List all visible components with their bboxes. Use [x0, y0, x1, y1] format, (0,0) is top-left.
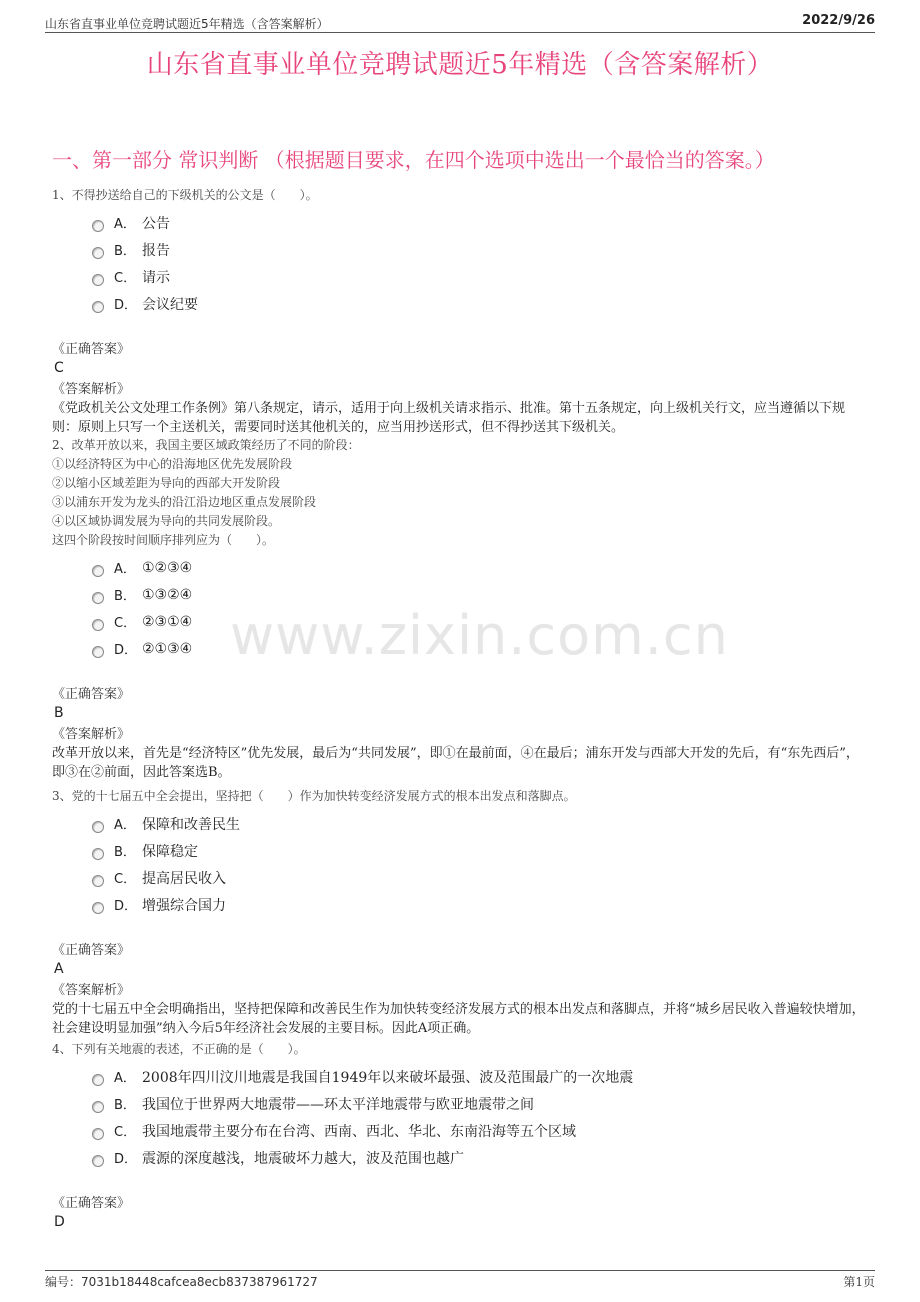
option-b[interactable] — [92, 236, 868, 263]
question-stem-line: ①以经济特区为中心的沿海地区优先发展阶段 — [52, 457, 293, 471]
explanation-label: 《答案解析》 — [52, 983, 131, 998]
document-title: 山东省直事业单位竞聘试题近5年精选（含答案解析） — [146, 50, 774, 80]
option-text: ①③②④ — [142, 586, 193, 603]
option-text: 我国地震带主要分布在台湾、西南、西北、华北、东南沿海等五个区域 — [142, 1123, 576, 1140]
option-b[interactable] — [92, 581, 868, 608]
explanation-label: 《答案解析》 — [52, 382, 131, 397]
option-text: 会议纪要 — [142, 296, 198, 313]
option-letter: A． — [114, 818, 136, 833]
option-letter: C． — [114, 1125, 137, 1140]
option-b[interactable] — [92, 1090, 868, 1117]
radio-button-icon[interactable] — [92, 565, 104, 577]
option-list — [52, 1063, 868, 1171]
option-a[interactable] — [92, 209, 868, 236]
option-b[interactable] — [92, 837, 868, 864]
explanation-label: 《答案解析》 — [52, 727, 131, 742]
correct-answer-value: D — [54, 1214, 65, 1230]
explanation-text: 党的十七届五中全会明确指出，坚持把保障和改善民生作为加快转变经济发展方式的根本出发点和落脚点，并将“城乡居民收入普遍较快增加，社会建设明显加强”纳入今后5年经济社会发展的主要目标。因此A项正确。 — [52, 1002, 865, 1036]
radio-button-icon[interactable] — [92, 301, 104, 313]
option-a[interactable] — [92, 554, 868, 581]
question-4 — [52, 1040, 868, 1231]
option-letter: D． — [114, 298, 138, 313]
page-header — [45, 12, 875, 33]
correct-answer-value: C — [54, 360, 64, 376]
option-text: 我国位于世界两大地震带——环太平洋地震带与欧亚地震带之间 — [142, 1096, 534, 1113]
option-letter: C． — [114, 616, 137, 631]
correct-answer-label: 《正确答案》 — [52, 342, 131, 357]
option-letter: D． — [114, 899, 138, 914]
question-1 — [52, 186, 868, 437]
page-footer — [45, 1270, 875, 1289]
radio-button-icon[interactable] — [92, 619, 104, 631]
radio-button-icon[interactable] — [92, 1074, 104, 1086]
option-list — [52, 554, 868, 662]
header-document-title: 山东省直事业单位竞聘试题近5年精选（含答案解析） — [45, 17, 329, 31]
option-c[interactable] — [92, 263, 868, 290]
option-text: 2008年四川汶川地震是我国自1949年以来破坏最强、波及范围最广的一次地震 — [142, 1069, 634, 1086]
option-c[interactable] — [92, 1117, 868, 1144]
option-text: 请示 — [142, 269, 170, 286]
question-stem-line: ③以浦东开发为龙头的沿江沿边地区重点发展阶段 — [52, 495, 317, 509]
option-letter: C． — [114, 271, 137, 286]
question-stem: 1、不得抄送给自己的下级机关的公文是（ ）。 — [52, 188, 318, 202]
option-a[interactable] — [92, 1063, 868, 1090]
footer-page-number: 第1页 — [843, 1275, 875, 1289]
option-text: 震源的深度越浅，地震破坏力越大，波及范围也越广 — [142, 1150, 464, 1167]
option-text: 公告 — [142, 215, 170, 232]
option-text: 保障和改善民生 — [142, 816, 240, 833]
question-stem-line: ②以缩小区域差距为导向的西部大开发阶段 — [52, 476, 281, 490]
option-letter: B． — [114, 1098, 136, 1113]
option-list — [52, 810, 868, 918]
radio-button-icon[interactable] — [92, 821, 104, 833]
option-d[interactable] — [92, 635, 868, 662]
option-letter: D． — [114, 1152, 138, 1167]
question-stem-line: ④以区域协调发展为导向的共同发展阶段。 — [52, 514, 281, 528]
option-d[interactable] — [92, 1144, 868, 1171]
question-stem: 3、党的十七届五中全会提出，坚持把（ ）作为加快转变经济发展方式的根本出发点和落脚点。 — [52, 789, 576, 803]
radio-button-icon[interactable] — [92, 902, 104, 914]
section-heading: 一、第一部分 常识判断 （根据题目要求，在四个选项中选出一个最恰当的答案。） — [52, 148, 775, 172]
correct-answer-label: 《正确答案》 — [52, 1196, 131, 1211]
option-text: ①②③④ — [142, 559, 193, 576]
option-text: 增强综合国力 — [142, 897, 226, 914]
option-c[interactable] — [92, 608, 868, 635]
radio-button-icon[interactable] — [92, 592, 104, 604]
option-text: 报告 — [142, 242, 170, 259]
correct-answer-label: 《正确答案》 — [52, 943, 131, 958]
correct-answer-value: A — [54, 961, 64, 977]
option-letter: B． — [114, 589, 136, 604]
option-letter: D． — [114, 643, 138, 658]
radio-button-icon[interactable] — [92, 848, 104, 860]
header-date: 2022/9/26 — [802, 13, 875, 28]
option-letter: B． — [114, 845, 136, 860]
option-letter: A． — [114, 562, 136, 577]
watermark: www.zixin.com.cn — [230, 604, 729, 667]
option-c[interactable] — [92, 864, 868, 891]
question-2 — [52, 436, 868, 782]
correct-answer-value: B — [54, 705, 64, 721]
option-text: ②①③④ — [142, 640, 193, 657]
question-stem: 4、下列有关地震的表述，不正确的是（ ）。 — [52, 1042, 306, 1056]
option-letter: A． — [114, 1071, 136, 1086]
option-letter: A． — [114, 217, 136, 232]
radio-button-icon[interactable] — [92, 875, 104, 887]
option-d[interactable] — [92, 891, 868, 918]
question-stem-line: 这四个阶段按时间顺序排列应为（ ）。 — [52, 533, 275, 547]
explanation-text: 改革开放以来，首先是“经济特区”优先发展，最后为“共同发展”，即①在最前面，④在最后；浦东开发与西部大开发的先后，有“东先西后”，即③在②前面，因此答案选B。 — [52, 746, 859, 780]
radio-button-icon[interactable] — [92, 646, 104, 658]
correct-answer-label: 《正确答案》 — [52, 687, 131, 702]
option-text: 保障稳定 — [142, 843, 198, 860]
option-letter: B． — [114, 244, 136, 259]
option-a[interactable] — [92, 810, 868, 837]
radio-button-icon[interactable] — [92, 1155, 104, 1167]
question-3 — [52, 787, 868, 1038]
radio-button-icon[interactable] — [92, 274, 104, 286]
option-text: ②③①④ — [142, 613, 193, 630]
option-list — [52, 209, 868, 317]
explanation-text: 《党政机关公文处理工作条例》第八条规定，请示，适用于向上级机关请求指示、批准。第十五条规定，向上级机关行文，应当遵循以下规则：原则上只写一个主送机关，需要同时送其他机关的，应当用抄送形式，但不得抄送其下级机关。 — [52, 401, 846, 435]
question-stem: 2、改革开放以来，我国主要区域政策经历了不同的阶段： — [52, 438, 360, 452]
option-letter: C． — [114, 872, 137, 887]
radio-button-icon[interactable] — [92, 1128, 104, 1140]
radio-button-icon[interactable] — [92, 247, 104, 259]
radio-button-icon[interactable] — [92, 1101, 104, 1113]
footer-document-number: 编号：7031b18448cafcea8ecb837387961727 — [45, 1275, 318, 1289]
option-text: 提高居民收入 — [142, 870, 226, 887]
radio-button-icon[interactable] — [92, 220, 104, 232]
option-d[interactable] — [92, 290, 868, 317]
